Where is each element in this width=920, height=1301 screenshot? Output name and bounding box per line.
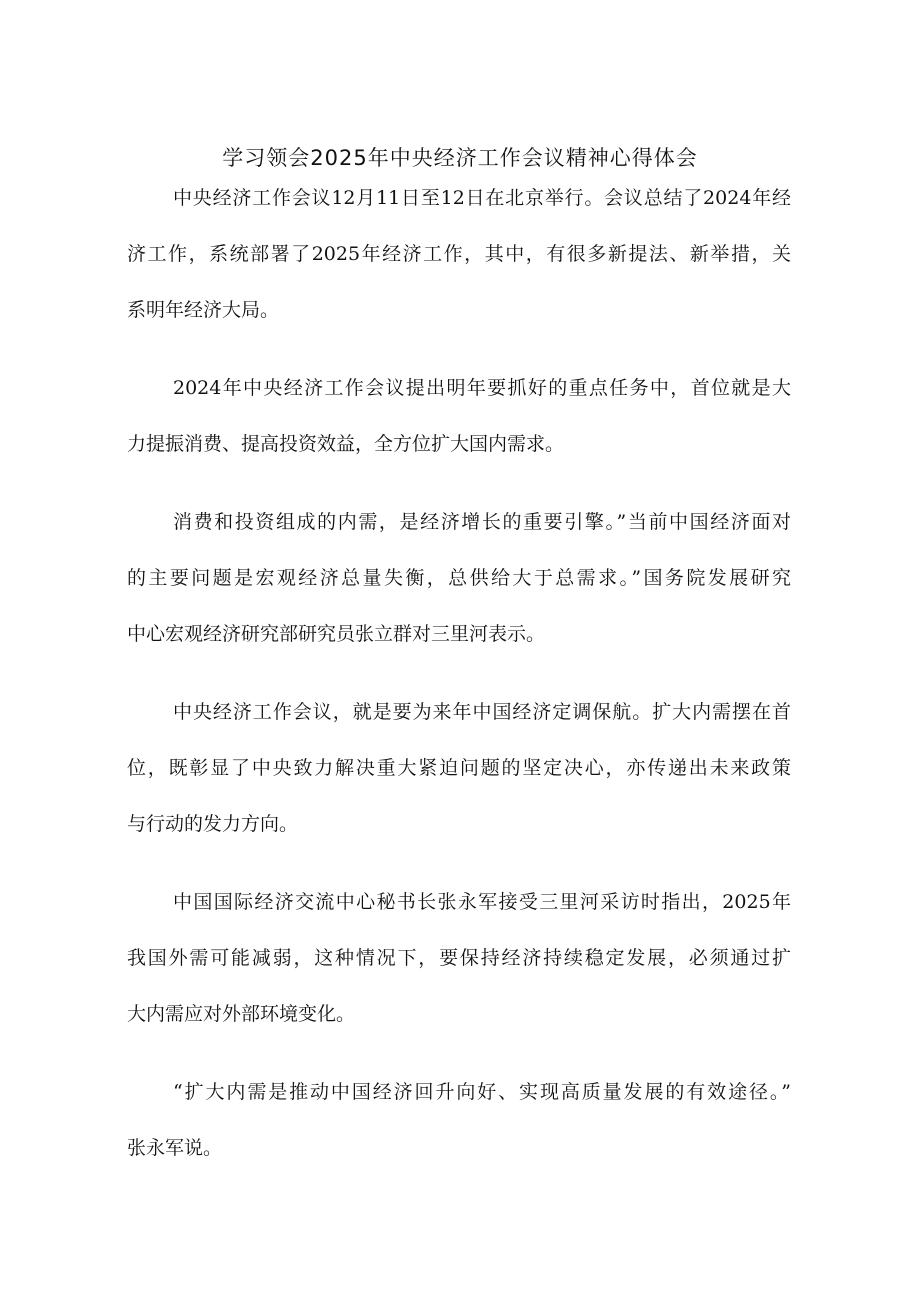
paragraph bbox=[127, 182, 791, 350]
paragraph-line: 与行动的发力方向。 bbox=[127, 813, 299, 835]
paragraph-line: 张永军说。 bbox=[127, 1137, 223, 1159]
document-title: 学习领会2025年中央经济工作会议精神心得体会 bbox=[222, 146, 698, 170]
paragraph bbox=[127, 1076, 791, 1188]
paragraph-line: 济工作，系统部署了2025年经济工作，其中，有很多新提法、新举措，关 bbox=[127, 243, 791, 265]
paragraph-line: 我国外需可能减弱，这种情况下，要保持经济持续稳定发展，必须通过扩 bbox=[127, 947, 791, 969]
paragraph-line: 中央经济工作会议，就是要为来年中国经济定调保航。扩大内需摆在首 bbox=[173, 701, 791, 723]
paragraph-line: 力提振消费、提高投资效益，全方位扩大国内需求。 bbox=[127, 433, 565, 455]
paragraph bbox=[127, 506, 791, 674]
paragraph-line: “扩大内需是推动中国经济回升向好、实现高质量发展的有效途径。” bbox=[173, 1081, 791, 1103]
paragraph-line: 系明年经济大局。 bbox=[127, 299, 280, 321]
paragraph-line: 大内需应对外部环境变化。 bbox=[127, 1003, 356, 1025]
paragraph-line: 的主要问题是宏观经济总量失衡，总供给大于总需求。”国务院发展研究 bbox=[127, 567, 791, 589]
paragraph-line: 2024年中央经济工作会议提出明年要抓好的重点任务中，首位就是大 bbox=[173, 377, 791, 399]
paragraph bbox=[127, 696, 791, 864]
paragraph bbox=[127, 886, 791, 1054]
document-body bbox=[127, 182, 791, 1210]
paragraph-line: 中心宏观经济研究部研究员张立群对三里河表示。 bbox=[127, 623, 546, 645]
paragraph-line: 消费和投资组成的内需，是经济增长的重要引擎。”当前中国经济面对 bbox=[173, 511, 791, 533]
paragraph-line: 中央经济工作会议12月11日至12日在北京举行。会议总结了2024年经 bbox=[173, 187, 791, 209]
paragraph-line: 位，既彰显了中央致力解决重大紧迫问题的坚定决心，亦传递出未来政策 bbox=[127, 757, 791, 779]
paragraph bbox=[127, 372, 791, 484]
paragraph-line: 中国国际经济交流中心秘书长张永军接受三里河采访时指出，2025年 bbox=[173, 891, 791, 913]
